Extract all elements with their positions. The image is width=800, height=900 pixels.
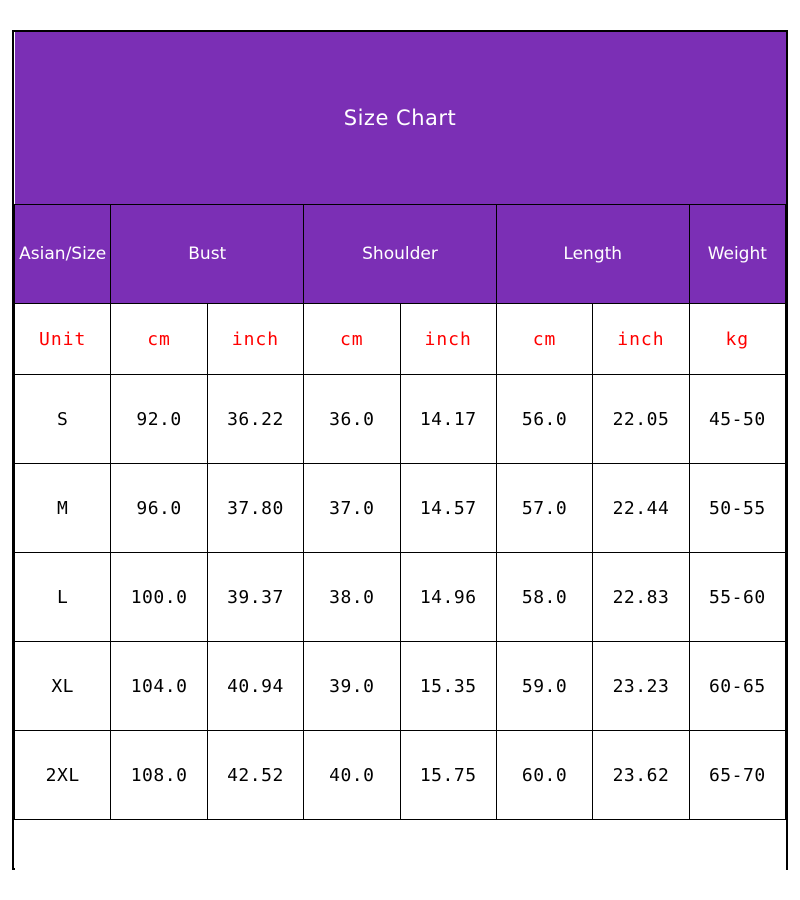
chart-title: Size Chart [15, 32, 786, 205]
cell-bust-cm: 92.0 [111, 375, 207, 464]
cell-shoulder-inch: 14.57 [400, 464, 496, 553]
unit-cell-weight-kg: kg [689, 304, 785, 375]
cell-shoulder-cm: 36.0 [304, 375, 400, 464]
cell-shoulder-inch: 15.35 [400, 642, 496, 731]
cell-size: M [15, 464, 111, 553]
cell-shoulder-cm: 39.0 [304, 642, 400, 731]
cell-weight-kg: 65-70 [689, 731, 785, 820]
cell-size: XL [15, 642, 111, 731]
cell-size: L [15, 553, 111, 642]
bottom-spacer-row [15, 820, 786, 877]
cell-weight-kg: 60-65 [689, 642, 785, 731]
cell-size: 2XL [15, 731, 111, 820]
cell-bust-inch: 36.22 [207, 375, 303, 464]
unit-cell-length-cm: cm [496, 304, 592, 375]
group-header-bust: Bust [111, 205, 304, 304]
bottom-spacer [15, 820, 786, 877]
table-row [15, 731, 786, 820]
unit-cell-bust-inch: inch [207, 304, 303, 375]
cell-length-cm: 59.0 [496, 642, 592, 731]
cell-bust-inch: 39.37 [207, 553, 303, 642]
cell-length-cm: 57.0 [496, 464, 592, 553]
cell-weight-kg: 50-55 [689, 464, 785, 553]
cell-shoulder-cm: 40.0 [304, 731, 400, 820]
cell-bust-inch: 37.80 [207, 464, 303, 553]
unit-cell-shoulder-cm: cm [304, 304, 400, 375]
group-header-weight: Weight [689, 205, 785, 304]
unit-row [15, 304, 786, 375]
group-header-shoulder: Shoulder [304, 205, 497, 304]
cell-shoulder-inch: 15.75 [400, 731, 496, 820]
cell-shoulder-inch: 14.17 [400, 375, 496, 464]
cell-bust-inch: 40.94 [207, 642, 303, 731]
table-row [15, 464, 786, 553]
size-chart-table [14, 32, 786, 876]
cell-length-cm: 60.0 [496, 731, 592, 820]
unit-cell-bust-cm: cm [111, 304, 207, 375]
cell-size: S [15, 375, 111, 464]
cell-length-inch: 23.62 [593, 731, 689, 820]
group-header-length: Length [496, 205, 689, 304]
unit-cell-label: Unit [15, 304, 111, 375]
group-header-asian-size: Asian/Size [15, 205, 111, 304]
table-row [15, 553, 786, 642]
cell-length-inch: 23.23 [593, 642, 689, 731]
title-row [15, 32, 786, 205]
cell-length-cm: 56.0 [496, 375, 592, 464]
size-chart-container [12, 30, 788, 870]
cell-shoulder-cm: 37.0 [304, 464, 400, 553]
unit-cell-length-inch: inch [593, 304, 689, 375]
cell-length-inch: 22.05 [593, 375, 689, 464]
cell-shoulder-inch: 14.96 [400, 553, 496, 642]
table-row [15, 642, 786, 731]
cell-bust-cm: 96.0 [111, 464, 207, 553]
cell-bust-cm: 108.0 [111, 731, 207, 820]
cell-shoulder-cm: 38.0 [304, 553, 400, 642]
unit-cell-shoulder-inch: inch [400, 304, 496, 375]
cell-weight-kg: 45-50 [689, 375, 785, 464]
group-header-row [15, 205, 786, 304]
cell-bust-cm: 104.0 [111, 642, 207, 731]
cell-bust-inch: 42.52 [207, 731, 303, 820]
cell-length-cm: 58.0 [496, 553, 592, 642]
cell-length-inch: 22.44 [593, 464, 689, 553]
table-row [15, 375, 786, 464]
cell-bust-cm: 100.0 [111, 553, 207, 642]
cell-length-inch: 22.83 [593, 553, 689, 642]
cell-weight-kg: 55-60 [689, 553, 785, 642]
